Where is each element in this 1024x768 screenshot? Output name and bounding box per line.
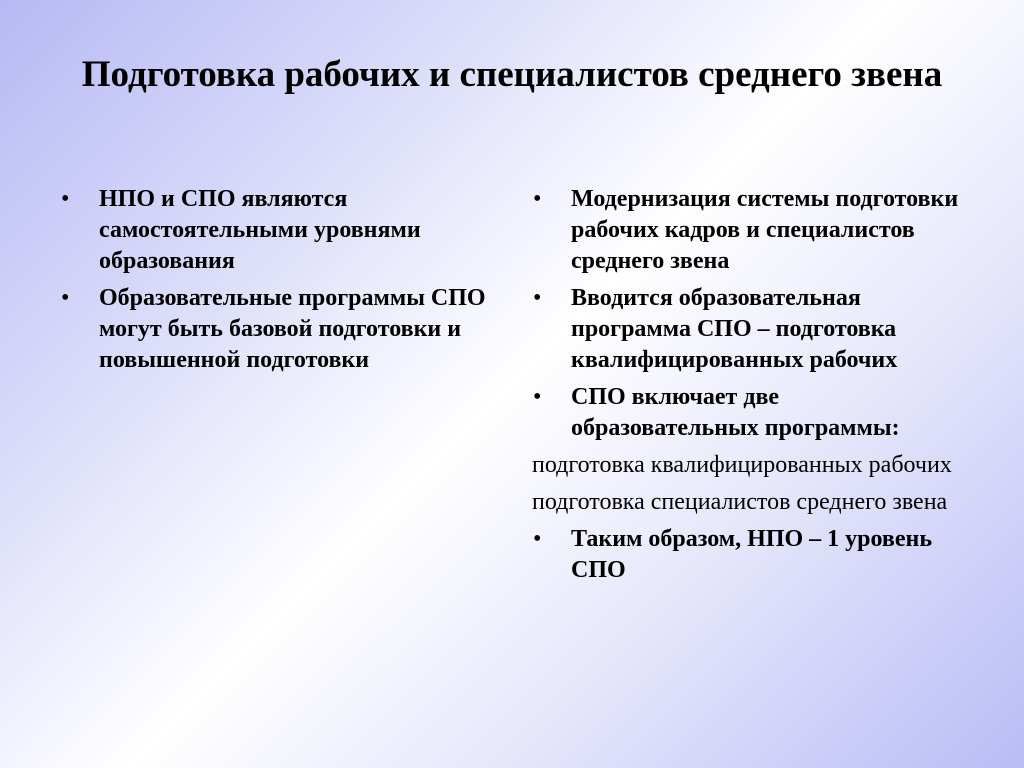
bullet-icon: • bbox=[61, 186, 70, 212]
bullet-icon: • bbox=[533, 526, 542, 552]
bullet-item bbox=[532, 524, 972, 586]
sub-item bbox=[532, 450, 972, 481]
sub-item-text: подготовка специалистов среднего звена bbox=[532, 489, 948, 515]
bullet-item bbox=[60, 184, 496, 277]
sub-item-text: подготовка квалифицированных рабочих bbox=[532, 452, 952, 478]
bullet-text: Модернизация системы подготовки рабочих кадров и специалистов среднего звена bbox=[571, 186, 959, 274]
bullet-text: СПО включает две образовательных программы: bbox=[571, 384, 900, 441]
bullet-text: Образовательные программы СПО могут быть базовой подготовки и повышенной подготовки bbox=[99, 285, 486, 373]
bullet-icon: • bbox=[533, 384, 542, 410]
bullet-item bbox=[532, 382, 972, 444]
slide-title: Подготовка рабочих и специалистов среднего звена bbox=[81, 54, 943, 95]
bullet-icon: • bbox=[533, 285, 542, 311]
left-bullet-list bbox=[60, 184, 496, 382]
bullet-item bbox=[532, 184, 972, 277]
bullet-item bbox=[60, 283, 496, 376]
bullet-item bbox=[532, 283, 972, 376]
bullet-text: Таким образом, НПО – 1 уровень СПО bbox=[571, 526, 933, 583]
right-bullet-list bbox=[532, 184, 972, 592]
bullet-text: Вводится образовательная программа СПО – подготовка квалифицированных рабочих bbox=[571, 285, 898, 373]
bullet-icon: • bbox=[533, 186, 542, 212]
bullet-text: НПО и СПО являются самостоятельными уровнями образования bbox=[99, 186, 421, 274]
bullet-icon: • bbox=[61, 285, 70, 311]
sub-item bbox=[532, 487, 972, 518]
